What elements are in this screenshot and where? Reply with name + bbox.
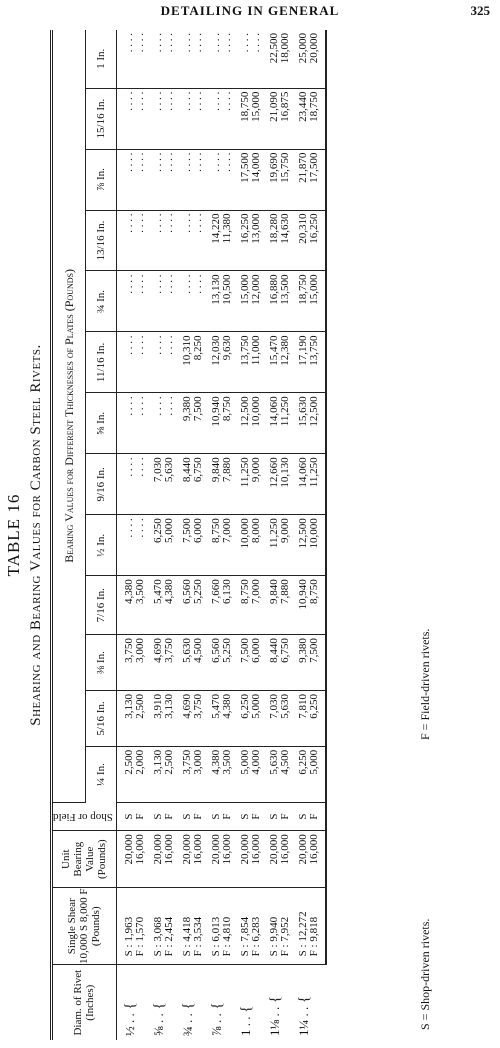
- bearing-value: . . . .: [146, 149, 164, 210]
- bearing-value: . . . .: [222, 30, 233, 88]
- unit-bearing-value: 20,000: [175, 831, 193, 888]
- single-shear-value: S : 1,963: [116, 888, 135, 965]
- bearing-value: 9,840: [262, 576, 280, 635]
- table-row: [175, 30, 193, 1040]
- brace-icon: {: [237, 1005, 254, 1017]
- rivet-diameter: [233, 965, 262, 1040]
- unit-bearing-value: 20,000: [291, 831, 309, 888]
- bearing-value: 6,250: [309, 691, 326, 747]
- rivet-diameter: [116, 965, 146, 1040]
- single-shear-value: F : 2,454: [164, 888, 175, 965]
- bearing-value: 9,000: [251, 454, 262, 515]
- table-row: [251, 30, 262, 1040]
- bearing-value: . . . .: [164, 332, 175, 393]
- bearing-value: 18,000: [280, 30, 291, 88]
- unit-bearing-value: 16,000: [251, 831, 262, 888]
- single-shear-value: F : 6,283: [251, 888, 262, 965]
- bearing-value: 7,000: [251, 576, 262, 635]
- bearing-value: 5,250: [222, 635, 233, 691]
- bearing-value: 13,750: [233, 332, 251, 393]
- bearing-value: 10,940: [291, 576, 309, 635]
- bearing-value: 2,500: [164, 746, 175, 802]
- table-row: [262, 30, 280, 1040]
- bearing-value: 12,500: [309, 393, 326, 454]
- rivet-diameter-label: ⅞ . .: [208, 1013, 224, 1036]
- unit-bearing-value: 20,000: [262, 831, 280, 888]
- single-shear-value: F : 1,570: [135, 888, 146, 965]
- bearing-value: 7,030: [262, 691, 280, 747]
- bearing-value: 12,380: [280, 332, 291, 393]
- table-row: [135, 30, 146, 1040]
- bearing-value: . . . .: [251, 30, 262, 88]
- bearing-value: 6,250: [291, 746, 309, 802]
- bearing-value: 5,000: [309, 746, 326, 802]
- bearing-value: 15,750: [280, 149, 291, 210]
- bearing-value: . . . .: [193, 271, 204, 332]
- single-shear-value: S : 12,272: [291, 888, 309, 965]
- bearing-value: . . . .: [193, 149, 204, 210]
- shop-field-code: S: [175, 802, 193, 830]
- shop-field-code: F: [164, 802, 175, 830]
- shop-field-code: S: [146, 802, 164, 830]
- bearing-value: . . . .: [146, 210, 164, 271]
- bearing-value: . . . .: [135, 454, 146, 515]
- bearing-value: 5,000: [164, 515, 175, 576]
- bearing-value: . . . .: [135, 88, 146, 149]
- brace-icon: {: [266, 995, 283, 1007]
- bearing-value: 13,750: [309, 332, 326, 393]
- unit-bearing-header: Unit Bearing Value (Pounds): [52, 831, 117, 888]
- bearing-value: 18,750: [309, 88, 326, 149]
- bearing-value: 14,000: [251, 149, 262, 210]
- rivet-diameter: [146, 965, 175, 1040]
- bearing-value: 9,000: [280, 515, 291, 576]
- bearing-value: 5,630: [175, 635, 193, 691]
- bearing-value: 16,875: [280, 88, 291, 149]
- bearing-value: 5,000: [251, 691, 262, 747]
- bearing-value: . . . .: [146, 30, 164, 88]
- bearing-value: 3,910: [146, 691, 164, 747]
- bearing-value: 5,000: [233, 746, 251, 802]
- bearing-value: 18,750: [233, 88, 251, 149]
- thickness-header: ¾ In.: [85, 271, 116, 332]
- thickness-header: ½ In.: [85, 515, 116, 576]
- bearing-value: 3,500: [135, 576, 146, 635]
- unit-bearing-value: 20,000: [233, 831, 251, 888]
- bearing-value: 8,000: [251, 515, 262, 576]
- bearing-value: . . . .: [135, 30, 146, 88]
- thickness-header: 9/16 In.: [85, 454, 116, 515]
- table-row: [146, 30, 164, 1040]
- single-shear-value: F : 9,818: [309, 888, 326, 965]
- bearing-value: . . . .: [135, 210, 146, 271]
- unit-bearing-value: 16,000: [193, 831, 204, 888]
- bearing-value: 5,630: [164, 454, 175, 515]
- single-shear-value: F : 3,534: [193, 888, 204, 965]
- running-head: [10, 3, 490, 21]
- brace-icon: {: [295, 995, 312, 1007]
- bearing-value: . . . .: [175, 30, 193, 88]
- bearing-value: 3,750: [116, 635, 135, 691]
- rivet-diameter-label: 1⅛ . .: [266, 1006, 282, 1036]
- bearing-value: 7,660: [204, 576, 222, 635]
- rivet-diameter-label: 1¼ . .: [295, 1006, 311, 1036]
- bearing-value: 6,250: [146, 515, 164, 576]
- bearing-value: . . . .: [233, 30, 251, 88]
- thickness-header: 7/16 In.: [85, 576, 116, 635]
- bearing-value: 11,250: [309, 454, 326, 515]
- single-shear-value: F : 7,952: [280, 888, 291, 965]
- bearing-value: . . . .: [204, 88, 222, 149]
- thickness-header: 1 In.: [85, 30, 116, 88]
- table-body: [116, 30, 326, 1040]
- rivet-diameter-label: ⅝ . .: [150, 1013, 166, 1036]
- bearing-value: 10,000: [233, 515, 251, 576]
- bearing-value: . . . .: [116, 88, 135, 149]
- bearing-value: 20,000: [309, 30, 326, 88]
- bearing-value: 9,380: [175, 393, 193, 454]
- bearing-value: . . . .: [116, 210, 135, 271]
- bearing-value: 5,630: [262, 746, 280, 802]
- bearing-value: 14,060: [291, 454, 309, 515]
- bearing-value: 8,440: [175, 454, 193, 515]
- bearing-value: 15,000: [251, 88, 262, 149]
- bearing-value: 3,130: [164, 691, 175, 747]
- bearing-value: 10,000: [309, 515, 326, 576]
- rivet-diameter-label: 1 . .: [237, 1016, 253, 1036]
- shop-field-code: S: [233, 802, 251, 830]
- table-row: [164, 30, 175, 1040]
- table-row: [222, 30, 233, 1040]
- bearing-value: 25,000: [291, 30, 309, 88]
- bearing-value: 8,750: [222, 393, 233, 454]
- bearing-value: 3,750: [193, 691, 204, 747]
- bearing-value: 13,500: [280, 271, 291, 332]
- bearing-value: 5,470: [146, 576, 164, 635]
- bearing-value: 9,630: [222, 332, 233, 393]
- bearing-value: 13,000: [251, 210, 262, 271]
- bearing-value: 2,500: [135, 691, 146, 747]
- bearing-value: 16,250: [233, 210, 251, 271]
- bearing-value: 10,940: [204, 393, 222, 454]
- rivet-diameter: [262, 965, 291, 1040]
- bearing-value: 6,750: [280, 635, 291, 691]
- bearing-value: 7,000: [222, 515, 233, 576]
- bearing-value: 4,500: [280, 746, 291, 802]
- bearing-value: 16,250: [309, 210, 326, 271]
- bearing-value: 3,000: [135, 635, 146, 691]
- shop-field-code: F: [309, 802, 326, 830]
- bearing-value: . . . .: [116, 515, 135, 576]
- table-row: [280, 30, 291, 1040]
- bearing-value: 3,130: [146, 746, 164, 802]
- shop-field-code: S: [204, 802, 222, 830]
- bearing-value: . . . .: [175, 149, 193, 210]
- bearing-value: . . . .: [204, 149, 222, 210]
- bearing-value: 20,310: [291, 210, 309, 271]
- footnote-field: F = Field-driven rivets.: [418, 628, 432, 740]
- shop-field-code: F: [222, 802, 233, 830]
- bearing-value: 12,000: [251, 271, 262, 332]
- bearing-value: . . . .: [164, 271, 175, 332]
- bearing-value: . . . .: [146, 271, 164, 332]
- bearing-value: . . . .: [116, 332, 135, 393]
- bearing-value: 9,840: [204, 454, 222, 515]
- rivet-diameter-label: ¾ . .: [179, 1013, 195, 1036]
- shop-field-header: Shop or Field: [53, 810, 113, 823]
- bearing-value: 8,440: [262, 635, 280, 691]
- bearing-value: 12,660: [262, 454, 280, 515]
- bearing-value: 10,310: [175, 332, 193, 393]
- brace-icon: {: [150, 1002, 167, 1014]
- bearing-value: 8,750: [204, 515, 222, 576]
- bearing-value: . . . .: [164, 149, 175, 210]
- unit-bearing-value: 16,000: [280, 831, 291, 888]
- thickness-header: ⅞ In.: [85, 149, 116, 210]
- shop-field-code: S: [262, 802, 280, 830]
- rivet-diameter: [204, 965, 233, 1040]
- thickness-header: 11/16 In.: [85, 332, 116, 393]
- bearing-value: 7,500: [233, 635, 251, 691]
- shop-field-code: S: [116, 802, 135, 830]
- bearing-value: 4,000: [251, 746, 262, 802]
- bearing-value: 17,500: [309, 149, 326, 210]
- bearing-value: 2,500: [116, 746, 135, 802]
- bearing-value: . . . .: [146, 88, 164, 149]
- bearing-value: . . . .: [146, 332, 164, 393]
- table-row: [309, 30, 326, 1040]
- unit-bearing-value: 16,000: [135, 831, 146, 888]
- table-row: [193, 30, 204, 1040]
- bearing-value: 11,000: [251, 332, 262, 393]
- unit-bearing-value: 20,000: [204, 831, 222, 888]
- single-shear-value: S : 9,940: [262, 888, 280, 965]
- bearing-value: 7,810: [291, 691, 309, 747]
- bearing-value: . . . .: [164, 210, 175, 271]
- unit-bearing-value: 20,000: [116, 831, 135, 888]
- thickness-header: 13/16 In.: [85, 210, 116, 271]
- unit-bearing-value: 20,000: [146, 831, 164, 888]
- brace-icon: {: [121, 1002, 138, 1014]
- bearing-value: 14,060: [262, 393, 280, 454]
- bearing-value: 7,500: [309, 635, 326, 691]
- bearing-value: . . . .: [135, 393, 146, 454]
- bearing-value: 3,750: [164, 635, 175, 691]
- rivet-diameter: [291, 965, 326, 1040]
- bearing-value: . . . .: [193, 210, 204, 271]
- shop-field-header-cell: [52, 802, 117, 830]
- bearing-value: . . . .: [193, 88, 204, 149]
- bearing-value: 4,690: [175, 691, 193, 747]
- bearing-value: 8,750: [309, 576, 326, 635]
- bearing-value: 6,560: [204, 635, 222, 691]
- bearing-value: 11,250: [262, 515, 280, 576]
- bearing-value: 15,470: [262, 332, 280, 393]
- bearing-value: 6,250: [233, 691, 251, 747]
- diam-header: Diam. of Rivet (Inches): [52, 965, 117, 1040]
- single-shear-value: S : 6,013: [204, 888, 222, 965]
- bearing-value: 3,750: [175, 746, 193, 802]
- shop-field-code: F: [251, 802, 262, 830]
- bearing-value: 18,750: [291, 271, 309, 332]
- page-number: 325: [470, 3, 490, 18]
- bearing-value: . . . .: [175, 271, 193, 332]
- bearing-value: 23,440: [291, 88, 309, 149]
- bearing-value: 4,380: [222, 691, 233, 747]
- bearing-value: . . . .: [116, 30, 135, 88]
- single-shear-value: F : 4,810: [222, 888, 233, 965]
- bearing-value: . . . .: [135, 149, 146, 210]
- single-shear-value: S : 3,068: [146, 888, 164, 965]
- bearing-value: . . . .: [116, 149, 135, 210]
- bearing-value: 6,000: [251, 635, 262, 691]
- bearing-value: 13,130: [204, 271, 222, 332]
- bearing-value: 3,500: [222, 746, 233, 802]
- table-row: [116, 30, 135, 1040]
- bearing-value: 3,000: [193, 746, 204, 802]
- bearing-value: 5,630: [280, 691, 291, 747]
- bearing-value: 10,000: [251, 393, 262, 454]
- bearing-value: . . . .: [135, 332, 146, 393]
- bearing-value: . . . .: [222, 88, 233, 149]
- table-row: [233, 30, 251, 1040]
- bearing-value: 6,000: [193, 515, 204, 576]
- bearing-value: 15,630: [291, 393, 309, 454]
- bearing-value: 2,000: [135, 746, 146, 802]
- unit-bearing-value: 16,000: [164, 831, 175, 888]
- bearing-value: 4,690: [146, 635, 164, 691]
- bearing-value: . . . .: [175, 88, 193, 149]
- bearing-value: 19,690: [262, 149, 280, 210]
- bearing-value: 21,870: [291, 149, 309, 210]
- footnote-shop: S = Shop-driven rivets.: [418, 918, 432, 1030]
- bearing-value: 4,500: [193, 635, 204, 691]
- single-shear-value: S : 4,418: [175, 888, 193, 965]
- bearing-value: 4,380: [204, 746, 222, 802]
- bearing-value: 7,880: [280, 576, 291, 635]
- bearing-header: Bearing Values for Different Thicknesses of Plates (Pounds): [52, 30, 86, 802]
- brace-icon: {: [208, 1002, 225, 1014]
- bearing-value: . . . .: [193, 30, 204, 88]
- rivet-diameter-label: ½ . .: [121, 1013, 137, 1036]
- bearing-value: 6,560: [175, 576, 193, 635]
- shop-field-code: F: [280, 802, 291, 830]
- bearing-value: 8,750: [233, 576, 251, 635]
- bearing-value: 4,380: [164, 576, 175, 635]
- bearing-value: 16,880: [262, 271, 280, 332]
- bearing-value: 7,500: [193, 393, 204, 454]
- bearing-value: 14,630: [280, 210, 291, 271]
- running-head-title: DETAILING IN GENERAL: [160, 3, 340, 18]
- bearing-value: 6,130: [222, 576, 233, 635]
- bearing-value: 17,190: [291, 332, 309, 393]
- rotated-table-page: [2, 30, 500, 1040]
- shop-field-code: F: [135, 802, 146, 830]
- bearing-value: . . . .: [204, 30, 222, 88]
- bearing-value: . . . .: [116, 271, 135, 332]
- thickness-header: ⅜ In.: [85, 635, 116, 691]
- brace-icon: {: [179, 1002, 196, 1014]
- bearing-value: 9,380: [291, 635, 309, 691]
- bearing-value: 7,500: [175, 515, 193, 576]
- bearing-value: . . . .: [135, 515, 146, 576]
- shop-field-code: S: [291, 802, 309, 830]
- bearing-value: 12,500: [291, 515, 309, 576]
- shear-header: Single Shear 10,000 S 8,000 F (Pounds): [52, 888, 117, 965]
- bearing-value: . . . .: [164, 393, 175, 454]
- bearing-value: 18,280: [262, 210, 280, 271]
- bearing-value: 12,500: [233, 393, 251, 454]
- table-title: Shearing and Bearing Values for Carbon Steel Rivets.: [28, 344, 44, 726]
- bearing-value: 22,500: [262, 30, 280, 88]
- bearing-value: 6,750: [193, 454, 204, 515]
- bearing-value: 8,250: [193, 332, 204, 393]
- single-shear-value: S : 7,854: [233, 888, 251, 965]
- thickness-header: ¼ In.: [85, 746, 116, 802]
- bearing-value: . . . .: [164, 88, 175, 149]
- bearing-value: 11,380: [222, 210, 233, 271]
- bearing-value: 10,130: [280, 454, 291, 515]
- bearing-value: 21,090: [262, 88, 280, 149]
- bearing-value: 7,880: [222, 454, 233, 515]
- bearing-value: 17,500: [233, 149, 251, 210]
- thickness-header: 5/16 In.: [85, 691, 116, 747]
- bearing-value: . . . .: [116, 393, 135, 454]
- bearing-value: 10,500: [222, 271, 233, 332]
- shop-field-code: F: [193, 802, 204, 830]
- bearing-value: 15,000: [309, 271, 326, 332]
- bearing-value: 5,470: [204, 691, 222, 747]
- bearing-value: 11,250: [280, 393, 291, 454]
- table-row: [291, 30, 309, 1040]
- bearing-value: 4,380: [116, 576, 135, 635]
- bearing-value: . . . .: [135, 271, 146, 332]
- unit-bearing-value: 16,000: [309, 831, 326, 888]
- bearing-value: 12,030: [204, 332, 222, 393]
- unit-bearing-value: 16,000: [222, 831, 233, 888]
- bearing-value: . . . .: [116, 454, 135, 515]
- thickness-header: ⅝ In.: [85, 393, 116, 454]
- rivet-values-table: [50, 30, 327, 1040]
- bearing-value: . . . .: [222, 149, 233, 210]
- bearing-value: 11,250: [233, 454, 251, 515]
- bearing-value: . . . .: [175, 210, 193, 271]
- bearing-value: 14,220: [204, 210, 222, 271]
- thickness-header: 15/16 In.: [85, 88, 116, 149]
- bearing-value: . . . .: [164, 30, 175, 88]
- rivet-diameter: [175, 965, 204, 1040]
- table-row: [204, 30, 222, 1040]
- bearing-value: 5,250: [193, 576, 204, 635]
- bearing-value: . . . .: [146, 393, 164, 454]
- bearing-value: 3,130: [116, 691, 135, 747]
- bearing-value: 7,030: [146, 454, 164, 515]
- bearing-value: 15,000: [233, 271, 251, 332]
- table-label: TABLE 16: [4, 493, 23, 577]
